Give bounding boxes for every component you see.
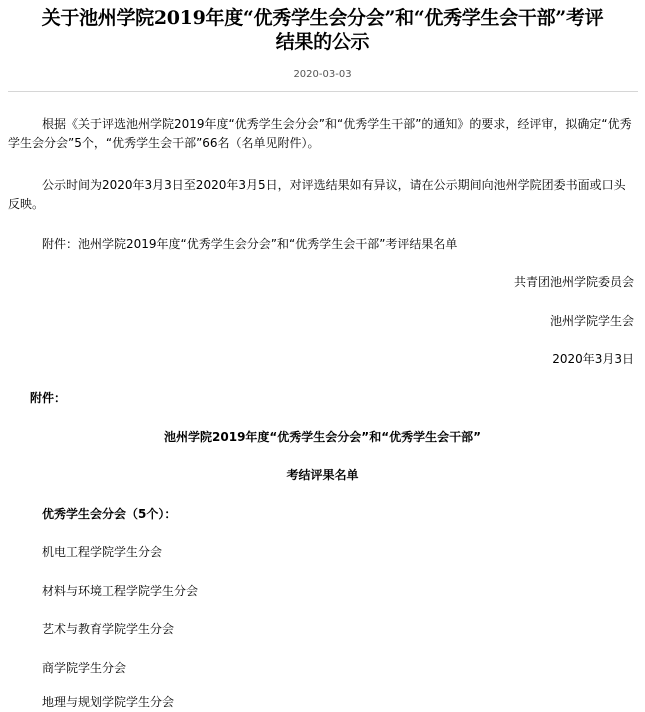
body-paragraph-2: 公示时间为2020年3月3日至2020年3月5日，对评选结果如有异议，请在公示期间向池州学院团委书面或口头反映。 [8, 178, 626, 211]
signature-student-union: 池州学院学生会 [549, 314, 634, 328]
attachment-label: 附件： [30, 391, 67, 405]
section-title: 优秀学生会分会（5个）： [42, 507, 177, 521]
list-item: 艺术与教育学院学生分会 [42, 622, 175, 636]
attachment-heading: 池州学院2019年度“优秀学生会分会”和“优秀学生会干部” [164, 430, 481, 444]
list-item: 材料与环境工程学院学生分会 [42, 584, 199, 598]
list-item: 机电工程学院学生分会 [42, 545, 163, 559]
signature-organization: 共青团池州学院委员会 [513, 275, 634, 289]
attachment-subheading: 考结评果名单 [286, 468, 359, 482]
attachment-note: 附件：池州学院2019年度“优秀学生会分会”和“优秀学生会干部”考评结果名单 [42, 237, 458, 251]
body-paragraph-1: 根据《关于评选池州学院2019年度“优秀学生会分会”和“优秀学生干部”的通知》的要求，经评审，拟确定“优秀学生会分会”5个，“优秀学生会干部”66名（名单见附件）。 [8, 117, 632, 150]
article-title-line2: 结果的公示 [275, 31, 370, 53]
title-divider [8, 91, 638, 92]
list-item: 商学院学生分会 [42, 661, 127, 675]
signature-date: 2020年3月3日 [552, 352, 634, 366]
list-item: 地理与规划学院学生分会 [42, 695, 175, 709]
article-title-line1: 关于池州学院2019年度“优秀学生会分会”和“优秀学生会干部”考评 [41, 7, 604, 29]
publish-date: 2020-03-03 [293, 69, 352, 80]
article-title [0, 6, 645, 54]
